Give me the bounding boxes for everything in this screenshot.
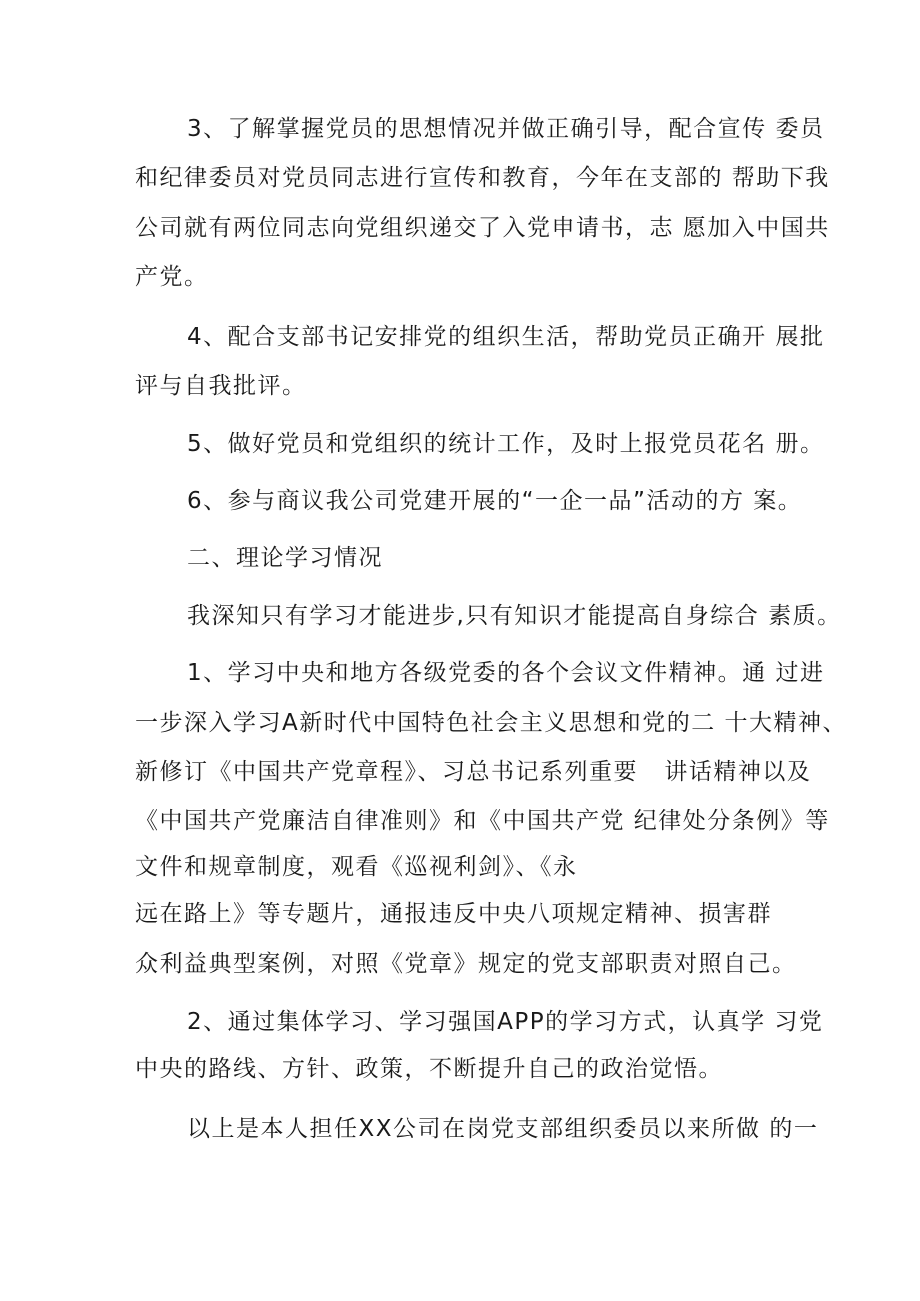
- text-line-8: 6、参与商议我公司党建开展的“一企一品”活动的方 案。: [187, 488, 803, 514]
- text-line-15: 文件和规章制度，观看《巡视利剑》、《永: [135, 854, 578, 880]
- text-line-14: 《中国共产党廉洁自律准则》和《中国共产党 纪律处分条例》等: [135, 808, 830, 834]
- text-line-13: 新修订《中国共产党章程》、习总书记系列重要 讲话精神以及: [135, 759, 812, 785]
- text-line-20: 以上是本人担任XX公司在岗党支部组织委员以来所做 的一: [187, 1116, 819, 1142]
- text-line-1: 3、了解掌握党员的思想情况并做正确引导，配合宣传 委员: [187, 116, 825, 142]
- text-line-18: 2、通过集体学习、学习强国APP的学习方式，认真学 习党: [187, 1009, 824, 1035]
- text-line-16: 远在路上》等专题片，通报违反中央八项规定精神、损害群: [135, 901, 772, 927]
- text-line-10: 我深知只有学习才能进步,只有知识才能提高自身综合 素质。: [187, 603, 842, 629]
- text-line-4: 产党。: [135, 264, 209, 290]
- text-line-12: 一步深入学习A新时代中国特色社会主义思想和党的二 十大精神、: [135, 710, 848, 736]
- text-line-6: 评与自我批评。: [135, 373, 307, 399]
- text-line-2: 和纪律委员对党员同志进行宣传和教育，今年在支部的 帮助下我: [135, 165, 830, 191]
- text-line-7: 5、做好党员和党组织的统计工作，及时上报党员花名 册。: [187, 431, 825, 457]
- text-line-17: 众利益典型案例，对照《党章》规定的党支部职责对照自己。: [135, 951, 797, 977]
- text-line-5: 4、配合支部书记安排党的组织生活，帮助党员正确开 展批: [187, 324, 825, 350]
- text-line-11: 1、学习中央和地方各级党委的各个会议文件精神。通 过进: [187, 660, 825, 686]
- text-line-19: 中央的路线、方针、政策，不断提升自己的政治觉悟。: [135, 1056, 723, 1082]
- text-line-9: 二、理论学习情况: [187, 545, 383, 571]
- text-line-3: 公司就有两位同志向党组织递交了入党申请书，志 愿加入中国共: [135, 215, 830, 241]
